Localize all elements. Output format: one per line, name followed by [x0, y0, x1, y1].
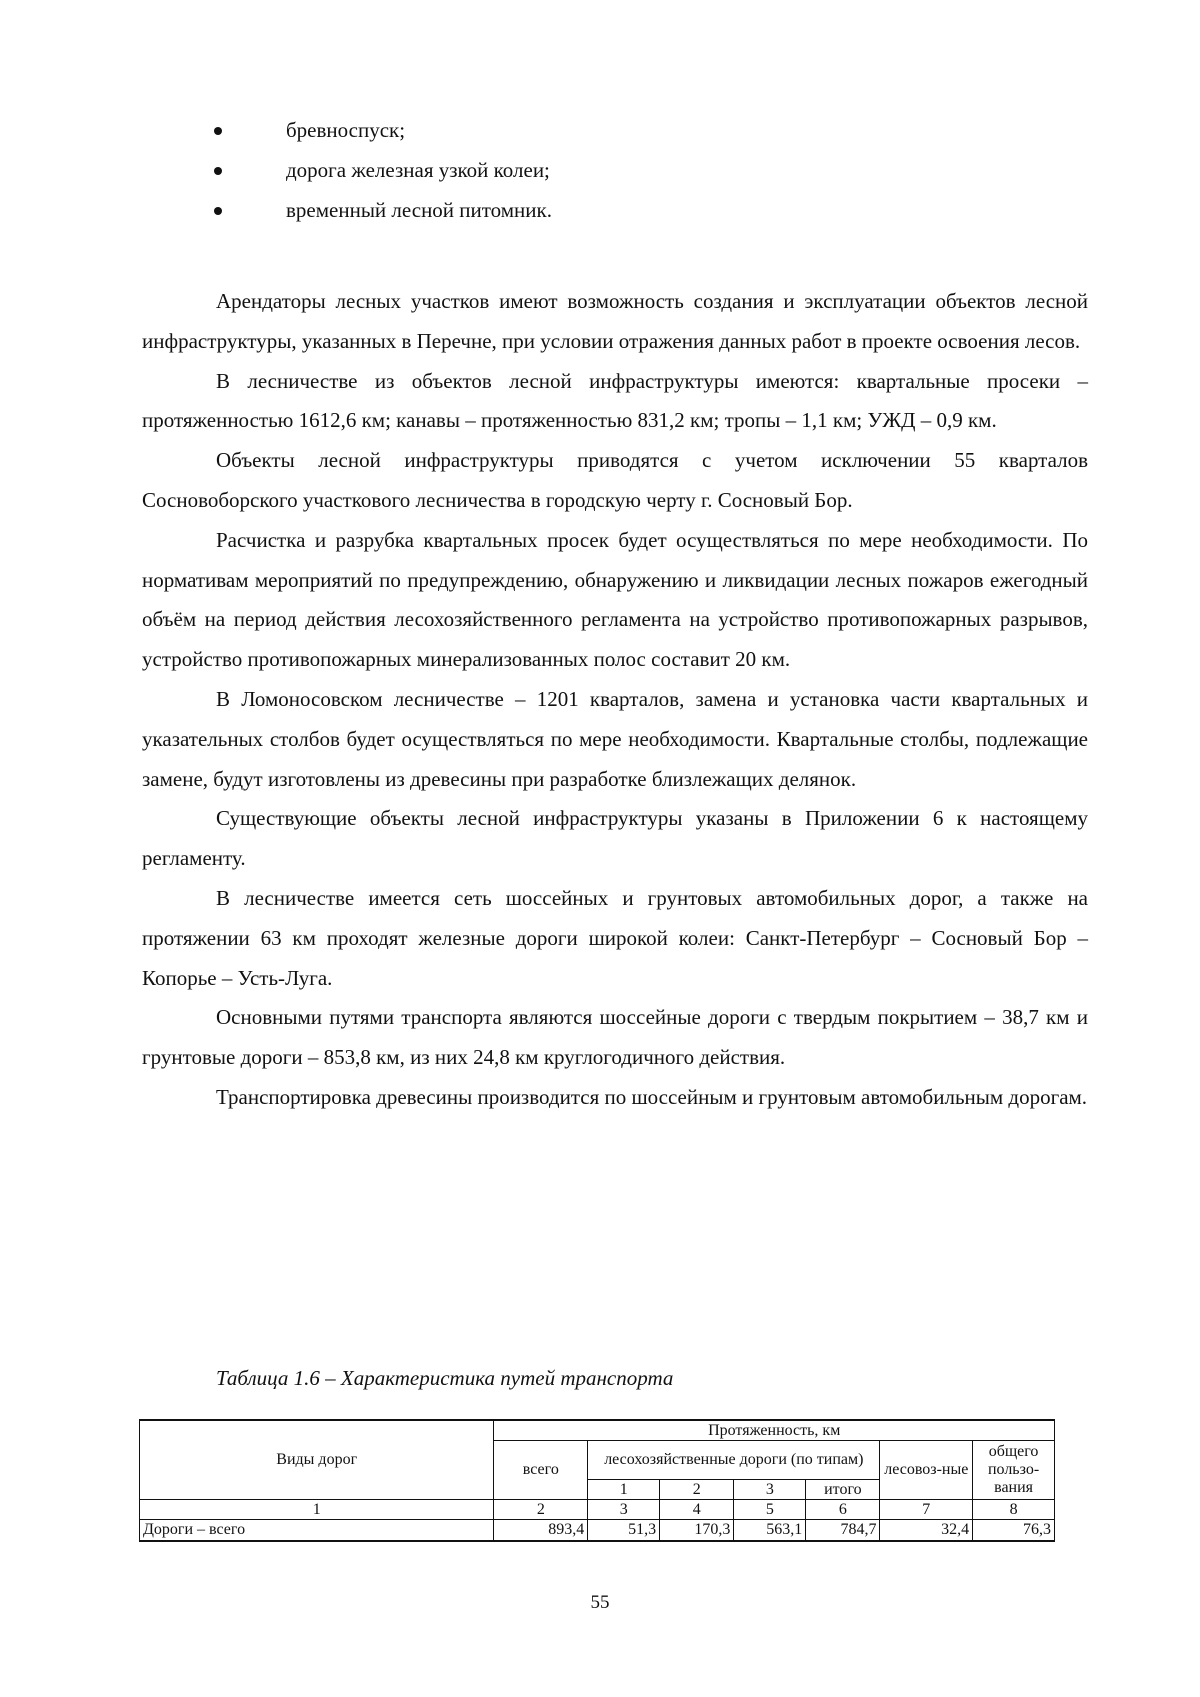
bullet-item	[200, 190, 1100, 230]
paragraph: Объекты лесной инфраструктуры приводятся с учетом исключении 55 кварталов Сосновоборского участкового лесничества в городскую черту г. Сосновый Бор.	[142, 448, 1088, 512]
paragraph: Расчистка и разрубка квартальных просек будет осуществляться по мере необходимости. По нормативам мероприятий по предупреждению, обнаружению и ликвидации лесных пожаров ежегодный объём на период действия лесохозяйственного регламента на устройство противопожарных разрывов, устройство противопожарных минерализованных полос составит 20 км.	[142, 527, 1088, 672]
paragraph: В лесничестве имеется сеть шоссейных и грунтовых автомобильных дорог, а также на протяжении 63 км проходят железные дороги широкой колеи: Санкт-Петербург – Сосновый Бор – Копорье – Усть-Луга.	[142, 885, 1088, 990]
row-label: Дороги – всего	[140, 1520, 494, 1542]
column-number-row	[140, 1500, 1055, 1520]
header-type-2: 2	[660, 1480, 734, 1500]
header-logging-roads: лесовоз-ные	[880, 1441, 973, 1500]
bullet-item	[200, 110, 1100, 150]
header-length: Протяженность, км	[494, 1420, 1055, 1441]
header-type-3: 3	[734, 1480, 806, 1500]
column-number: 8	[973, 1500, 1055, 1520]
cell-public: 76,3	[973, 1520, 1055, 1542]
paragraph: Существующие объекты лесной инфраструктуры указаны в Приложении 6 к настоящему регламенту.	[142, 806, 1088, 871]
transport-table	[139, 1419, 1055, 1542]
bullet-text: бревноспуск;	[286, 118, 406, 142]
column-number: 2	[494, 1500, 588, 1520]
header-road-types: Виды дорог	[140, 1420, 494, 1500]
paragraph: В лесничестве из объектов лесной инфраструктуры имеются: квартальные просеки – протяженностью 1612,6 км; канавы – протяженностью 831,2 км; тропы – 1,1 км; УЖД – 0,9 км.	[142, 368, 1088, 433]
cell-type-2: 170,3	[660, 1520, 734, 1542]
cell-type-1: 51,3	[588, 1520, 660, 1542]
paragraph: Основными путями транспорта являются шоссейные дороги с твердым покрытием – 38,7 км и грунтовые дороги – 853,8 км, из них 24,8 км круглогодичного действия.	[142, 1005, 1088, 1070]
column-number: 4	[660, 1500, 734, 1520]
header-type-sum: итого	[806, 1480, 880, 1500]
bullet-item	[200, 150, 1100, 190]
paragraph: Транспортировка древесины производится по шоссейным и грунтовым автомобильным дорогам.	[216, 1084, 1088, 1109]
header-forestry-roads: лесохозяйственные дороги (по типам)	[588, 1441, 880, 1480]
bullet-dot-icon	[214, 207, 222, 215]
paragraph: Арендаторы лесных участков имеют возможность создания и эксплуатации объектов лесной инфраструктуры, указанных в Перечне, при условии отражения данных работ в проекте освоения лесов.	[142, 289, 1088, 353]
cell-type-3: 563,1	[734, 1520, 806, 1542]
bullet-list	[200, 110, 1100, 230]
bullet-text: дорога железная узкой колеи;	[286, 158, 550, 182]
bullet-dot-icon	[214, 167, 222, 175]
header-public-roads: общего пользо-вания	[973, 1441, 1055, 1500]
body-text	[142, 282, 1088, 1118]
table-row	[140, 1520, 1055, 1542]
column-number: 7	[880, 1500, 973, 1520]
paragraph: В Ломоносовском лесничестве – 1201 кварталов, замена и установка части квартальных и указательных столбов будет осуществляться по мере необходимости. Квартальные столбы, подлежащие замене, будут изготовлены из древесины при разработке близлежащих делянок.	[142, 686, 1088, 791]
bullet-text: временный лесной питомник.	[286, 198, 552, 222]
cell-total: 893,4	[494, 1520, 588, 1542]
page-number: 55	[590, 1592, 610, 1613]
bullet-dot-icon	[214, 127, 222, 135]
table-caption: Таблица 1.6 – Характеристика путей транспорта	[216, 1366, 674, 1390]
header-row	[140, 1420, 1055, 1441]
header-type-1: 1	[588, 1480, 660, 1500]
column-number: 6	[806, 1500, 880, 1520]
header-total: всего	[494, 1441, 588, 1500]
cell-logging: 32,4	[880, 1520, 973, 1542]
column-number: 3	[588, 1500, 660, 1520]
column-number: 1	[140, 1500, 494, 1520]
column-number: 5	[734, 1500, 806, 1520]
cell-type-sum: 784,7	[806, 1520, 880, 1542]
